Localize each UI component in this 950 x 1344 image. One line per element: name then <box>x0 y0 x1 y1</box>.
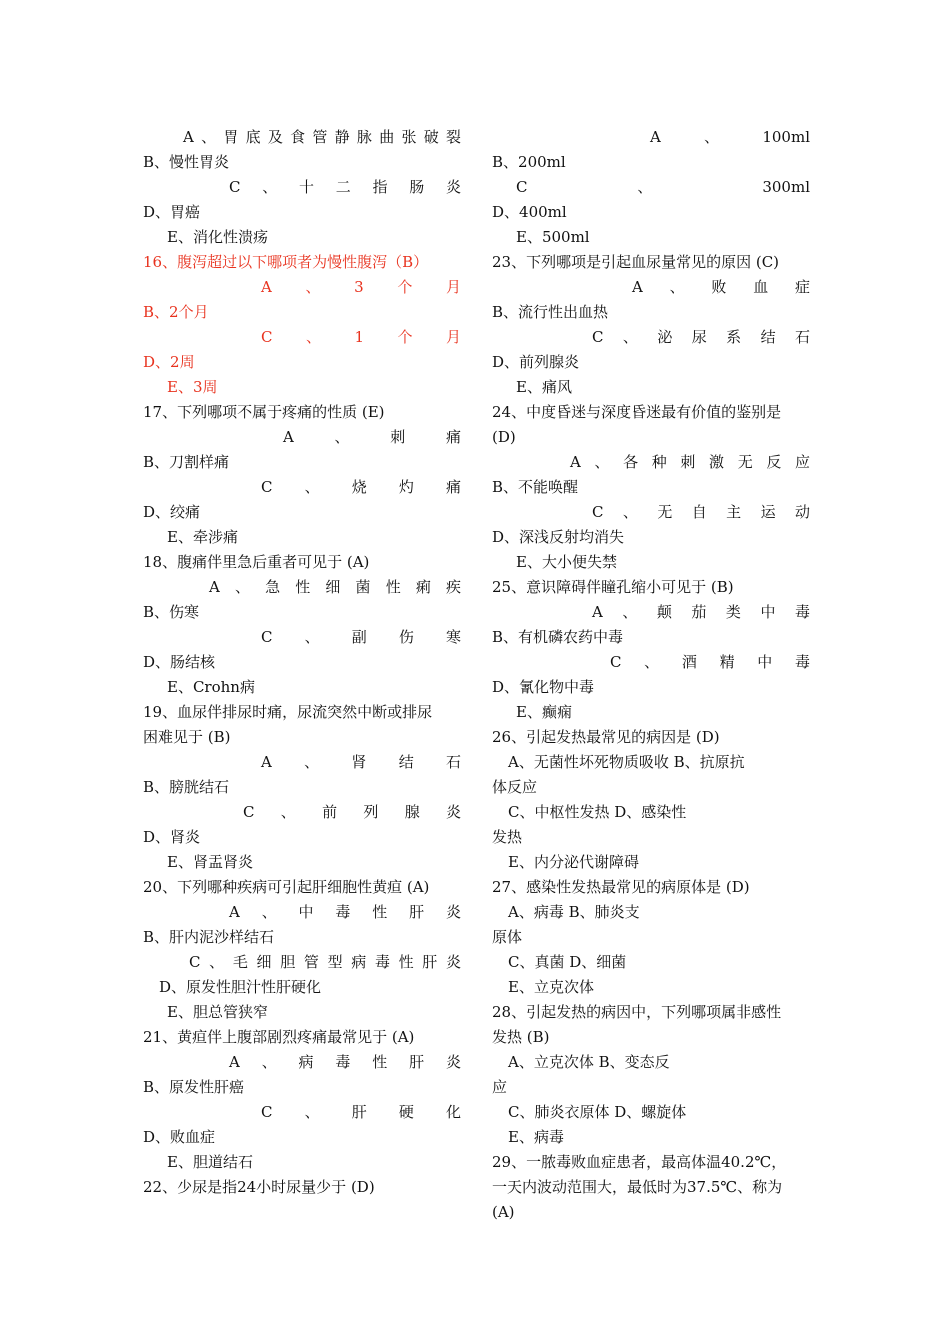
right-column-line: C、无自主运动 <box>592 503 810 521</box>
right-column-line: C、肺炎衣原体 D、螺旋体 <box>508 1103 687 1121</box>
left-column-line: B、伤寒 <box>143 603 200 621</box>
left-column-line: E、肾盂肾炎 <box>167 853 253 871</box>
left-column-line: E、牵涉痛 <box>167 528 238 546</box>
left-column-line: 22、少尿是指24小时尿量少于 (D) <box>143 1178 375 1196</box>
right-column-line: A、立克次体 B、变态反 <box>508 1053 670 1071</box>
right-column-line: E、500ml <box>516 228 590 246</box>
right-column-line: C、泌尿系结石 <box>592 328 810 346</box>
right-column-line: 23、下列哪项是引起血尿量常见的原因 (C) <box>492 253 780 271</box>
right-column-line: A、各种刺激无反应 <box>570 453 810 471</box>
left-column-line: A、3个月 <box>261 278 461 296</box>
left-column-line: D、肠结核 <box>143 653 216 671</box>
left-column-line: D、败血症 <box>143 1128 216 1146</box>
right-column-line: B、不能唤醒 <box>492 478 579 496</box>
left-column-line: D、绞痛 <box>143 503 201 521</box>
right-column-line: B、有机磷农药中毒 <box>492 628 624 646</box>
right-column-line: C、酒精中毒 <box>610 653 810 671</box>
right-column-line: 26、引起发热最常见的病因是 (D) <box>492 728 720 746</box>
right-column-line: A、100ml <box>650 128 810 146</box>
left-column-line: C、十二指肠炎 <box>229 178 461 196</box>
left-column-line: D、原发性胆汁性肝硬化 <box>159 978 322 996</box>
left-column-line: E、3周 <box>167 378 218 396</box>
left-column-line: A、肾结石 <box>261 753 461 771</box>
left-column-line: E、Crohn病 <box>167 678 255 696</box>
left-column-line: 17、下列哪项不属于疼痛的性质 (E) <box>143 403 385 421</box>
left-column-line: A、病毒性肝炎 <box>229 1053 461 1071</box>
right-column-line: A、败血症 <box>632 278 810 296</box>
right-column-line: 原体 <box>492 928 523 946</box>
left-column-line: E、胆总管狭窄 <box>167 1003 268 1021</box>
left-column-line: A、中毒性肝炎 <box>229 903 461 921</box>
right-column-line: E、病毒 <box>508 1128 564 1146</box>
right-column-line: D、前列腺炎 <box>492 353 580 371</box>
left-column-line: D、胃癌 <box>143 203 201 221</box>
right-column <box>492 125 810 1225</box>
left-column-line: 困难见于 (B) <box>143 728 231 746</box>
left-column-line: C、前列腺炎 <box>243 803 461 821</box>
left-column-line: C、肝硬化 <box>261 1103 461 1121</box>
right-column-line: D、400ml <box>492 203 567 221</box>
right-column-line: 27、感染性发热最常见的病原体是 (D) <box>492 878 750 896</box>
right-column-line: C、中枢性发热 D、感染性 <box>508 803 687 821</box>
right-column-line: (D) <box>492 428 516 446</box>
left-column-line: A、刺痛 <box>283 428 461 446</box>
left-column-line: 16、腹泻超过以下哪项者为慢性腹泻（B） <box>143 253 429 271</box>
right-column-line: 28、引起发热的病因中，下列哪项属非感性 <box>492 1003 782 1021</box>
left-column-line: 19、血尿伴排尿时痛，尿流突然中断或排尿 <box>143 703 433 721</box>
right-column-line: 体反应 <box>492 778 538 796</box>
left-column-line: B、2个月 <box>143 303 209 321</box>
left-column-line: A、急性细菌性痢疾 <box>209 578 461 596</box>
left-column-line: E、胆道结石 <box>167 1153 253 1171</box>
left-column-line: B、刀割样痛 <box>143 453 230 471</box>
right-column-line: 发热 (B) <box>492 1028 550 1046</box>
right-column-line: B、200ml <box>492 153 566 171</box>
left-column-line: A、胃底及食管静脉曲张破裂 <box>183 128 461 146</box>
right-column-line: 29、一脓毒败血症患者，最高体温40.2℃， <box>492 1153 787 1171</box>
right-column-line: (A) <box>492 1203 515 1221</box>
right-column-line: A、病毒 B、肺炎支 <box>508 903 640 921</box>
right-column-line: D、深浅反射均消失 <box>492 528 625 546</box>
left-column <box>143 125 461 1200</box>
right-column-line: E、内分泌代谢障碍 <box>508 853 639 871</box>
left-column-line: E、消化性溃疡 <box>167 228 268 246</box>
left-column-line: B、膀胱结石 <box>143 778 230 796</box>
right-column-line: 一天内波动范围大，最低时为37.5℃、称为 <box>492 1178 783 1196</box>
right-column-line: A、无菌性坏死物质吸收 B、抗原抗 <box>508 753 745 771</box>
left-column-line: C、副伤寒 <box>261 628 461 646</box>
left-column-line: B、慢性胃炎 <box>143 153 230 171</box>
left-column-line: C、毛细胆管型病毒性肝炎 <box>189 953 461 971</box>
left-column-line: C、1个月 <box>261 328 461 346</box>
left-column-line: B、肝内泥沙样结石 <box>143 928 275 946</box>
right-column-line: C、真菌 D、细菌 <box>508 953 627 971</box>
right-column-line: E、大小便失禁 <box>516 553 617 571</box>
left-column-line: 21、黄疸伴上腹部剧烈疼痛最常见于 (A) <box>143 1028 415 1046</box>
right-column-line: E、癫痫 <box>516 703 572 721</box>
left-column-line: 18、腹痛伴里急后重者可见于 (A) <box>143 553 370 571</box>
right-column-line: A、颠茄类中毒 <box>592 603 810 621</box>
right-column-line: 应 <box>492 1078 508 1096</box>
right-column-line: 24、中度昏迷与深度昏迷最有价值的鉴别是 <box>492 403 782 421</box>
right-column-line: B、流行性出血热 <box>492 303 609 321</box>
right-column-line: E、痛风 <box>516 378 572 396</box>
left-column-line: 20、下列哪种疾病可引起肝细胞性黄疸 (A) <box>143 878 430 896</box>
left-column-line: D、肾炎 <box>143 828 201 846</box>
right-column-line: D、氰化物中毒 <box>492 678 595 696</box>
right-column-line: 发热 <box>492 828 523 846</box>
right-column-line: 25、意识障碍伴瞳孔缩小可见于 (B) <box>492 578 734 596</box>
left-column-line: B、原发性肝癌 <box>143 1078 245 1096</box>
right-column-line: C、300ml <box>516 178 810 196</box>
left-column-line: C、烧灼痛 <box>261 478 461 496</box>
left-column-line: D、2周 <box>143 353 195 371</box>
right-column-line: E、立克次体 <box>508 978 594 996</box>
